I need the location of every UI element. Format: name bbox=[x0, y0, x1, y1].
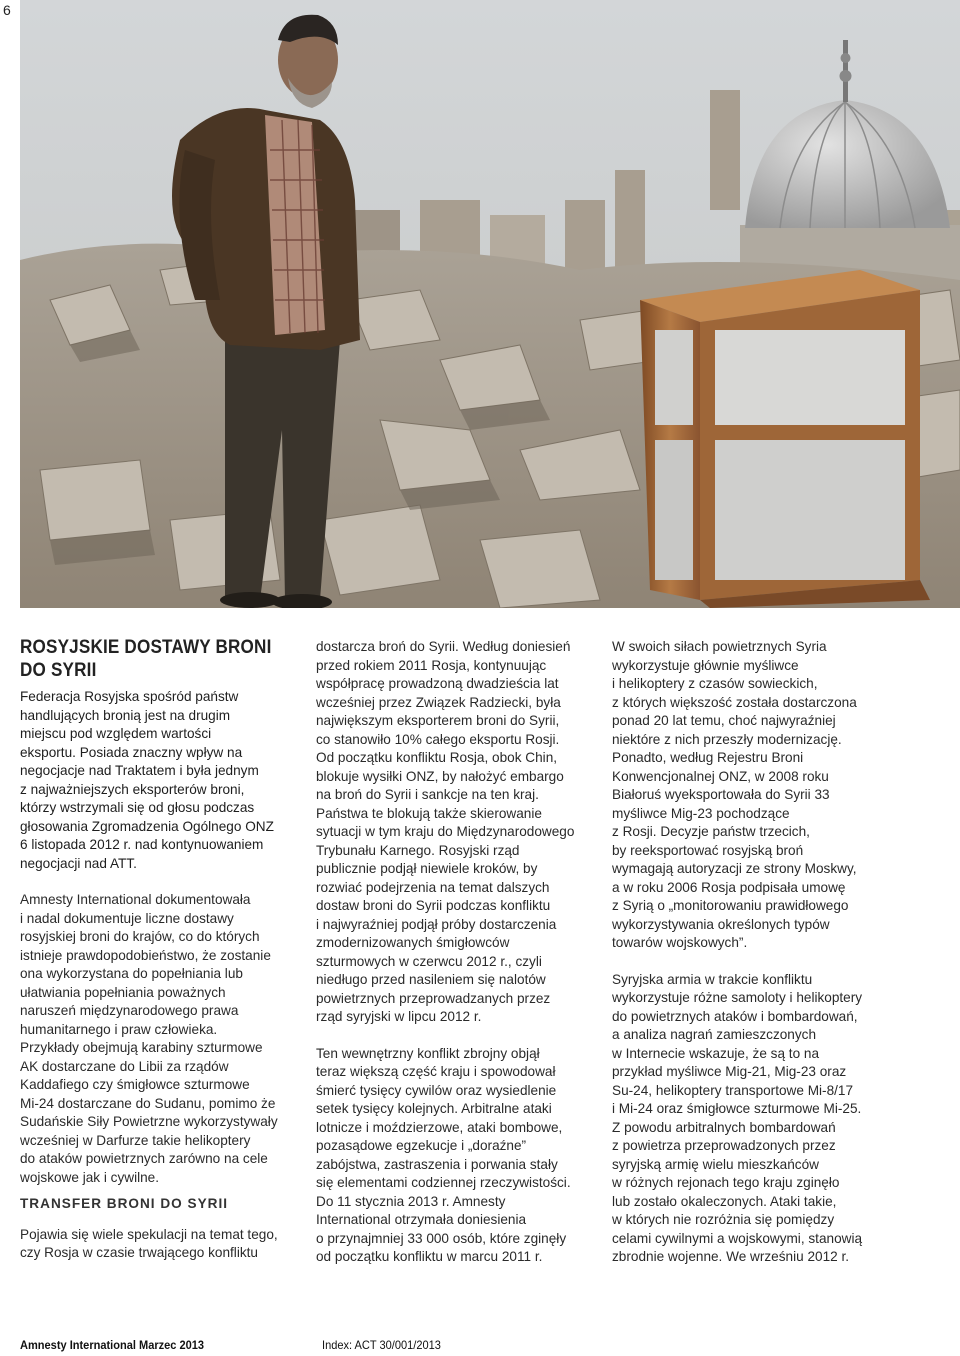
photo-man-in-rubble bbox=[20, 0, 960, 608]
footer-index: Index: ACT 30/001/2013 bbox=[322, 1338, 441, 1352]
paragraph-russia-exports: dostarcza broń do Syrii. Według doniesień przed rokiem 2011 Rosja, kontynuując współpracę prowadzoną dwadzieścia lat wcześniej przez Związek Radziecki, była największym eksporterem broni do Syrii, co stanowiło 10% całego eksportu Rosji. Od początku konfliktu Rosja, obok Chin, blokuje wysiłki ONZ, by nałożyć embargo na broń do Syrii i sankcje na ten kraj. Państwa te blokują także skierowanie sytuacji w tym kraju do Międzynarodowego Trybunału Karnego. Rosyjski rząd publicznie podjął niewiele kroków, by rozwiać podejrzenia na temat dalszych dostaw broni do Syrii podczas konfliktu i najwyraźniej podjął próby dostarczenia zmodernizowanych śmigłowców szturmowych w czerwcu 2012 r., czyli niedługo przed nasileniem się nalotów powietrznych przeprowadzanych przez rząd syryjski w lipcu 2012 r. bbox=[316, 639, 575, 1024]
paragraph-intro: Federacja Rosyjska spośród państw handlujących bronią jest na drugim miejscu pod względem wartości eksportu. Posiada znaczny wpływ na negocjacje nad Traktatem i była jednym z najważniejszych eksporterów broni, którzy wstrzymali się od głosu podczas głosowania Zgromadzenia Ogólnego ONZ 6 listopada 2012 r. nad kontynuowaniem negocjacji nad ATT. bbox=[20, 689, 274, 871]
footer-publication: Amnesty International Marzec 2013 bbox=[20, 1338, 205, 1352]
paragraph-syrian-army: Syryjska armia w trakcie konfliktu wykorzystuje różne samoloty i helikoptery do powietrznych ataków i bombardowań, a analiza nagrań zamieszczonych w Internecie wskazuje, że są to na przykład myśliwce Mig-21, Mig-23 oraz Su-24, helikoptery transportowe Mi-8/17 i Mi-24 oraz śmigłowce szturmowe Mi-25. Z powodu arbitralnych bombardowań z powietrza przeprowadzonych przez syryjską armię wielu mieszkańców w różnych rejonach tego kraju zginęło lub zostało okaleczonych. Ataki takie, w których nie rozróżnia się pomiędzy celami cywilnymi a wojskowymi, stanowią zbrodnie wojenne. We wrześniu 2012 r. bbox=[612, 971, 863, 1264]
column-1 bbox=[20, 636, 292, 1281]
page-number: 6 bbox=[3, 2, 11, 18]
column-2 bbox=[316, 638, 588, 1285]
column-3 bbox=[612, 638, 884, 1285]
photo-illustration bbox=[20, 0, 960, 608]
subheading-transfer: TRANSFER BRONI DO SYRII bbox=[20, 1196, 229, 1211]
paragraph-air-force: W swoich siłach powietrznych Syria wykorzystuje głównie myśliwce i helikoptery z czasów sowieckich, z których większość została dostarczona ponad 20 lat temu, choć najwyraźniej niektóre z nich przeszły modernizację. Ponadto, według Rejestru Broni Konwencjonalnej ONZ, w 2008 roku Białoruś wyeksportowała do Syrii 33 myśliwce Mig-23 pochodzące z Rosji. Decyzje państw trzecich, by reeksportować rosyjską broń wymagają autoryzacji ze strony Moskwy, a w roku 2006 Rosja podpisała umowę z Syrią o „monitorowaniu prawidłowego wykorzystywania określonych typów towarów wojskowych”. bbox=[612, 639, 857, 950]
paragraph-speculation: Pojawia się wiele spekulacji na temat tego, czy Rosja w czasie trwającego konfliktu bbox=[20, 1226, 278, 1260]
paragraph-amnesty-documentation: Amnesty International dokumentowała i nadal dokumentuje liczne dostawy rosyjskiej broni do krajów, co do których istnieje prawdopodobieństwo, że zostanie ona wykorzystana do popełniania lub ułatwiania popełniania poważnych naruszeń międzynarodowego prawa humanitarnego i praw człowieka. Przykłady obejmują karabiny szturmowe AK dostarczane do Libii za rządów Kaddafiego czy śmigłowce szturmowe Mi-24 dostarczane do Sudanu, pomimo że Sudańskie Siły Powietrzne wykorzystywały wcześniej w Darfurze takie helikoptery do ataków powietrznych zarówno na cele wojskowe jak i cywilne. bbox=[20, 892, 278, 1185]
article-headline: ROSYJSKIE DOSTAWY BRONI DO SYRII bbox=[20, 637, 272, 681]
paragraph-internal-conflict: Ten wewnętrzny konflikt zbrojny objął teraz większą część kraju i spowodował śmierć tysięcy cywilów oraz wysiedlenie setek tysięcy kolejnych. Arbitralne ataki lotnicze i moździerzowe, ataki bombowe, pozasądowe egzekucje i „doraźne” zabójstwa, zastraszenia i porwania stały się elementami codziennej rzeczywistości. Do 11 stycznia 2013 r. Amnesty International otrzymała doniesienia o przynajmniej 33 000 osób, które zginęły od początku konfliktu w marcu 2011 r. bbox=[316, 1045, 571, 1264]
wooden-pulpit bbox=[640, 270, 930, 608]
